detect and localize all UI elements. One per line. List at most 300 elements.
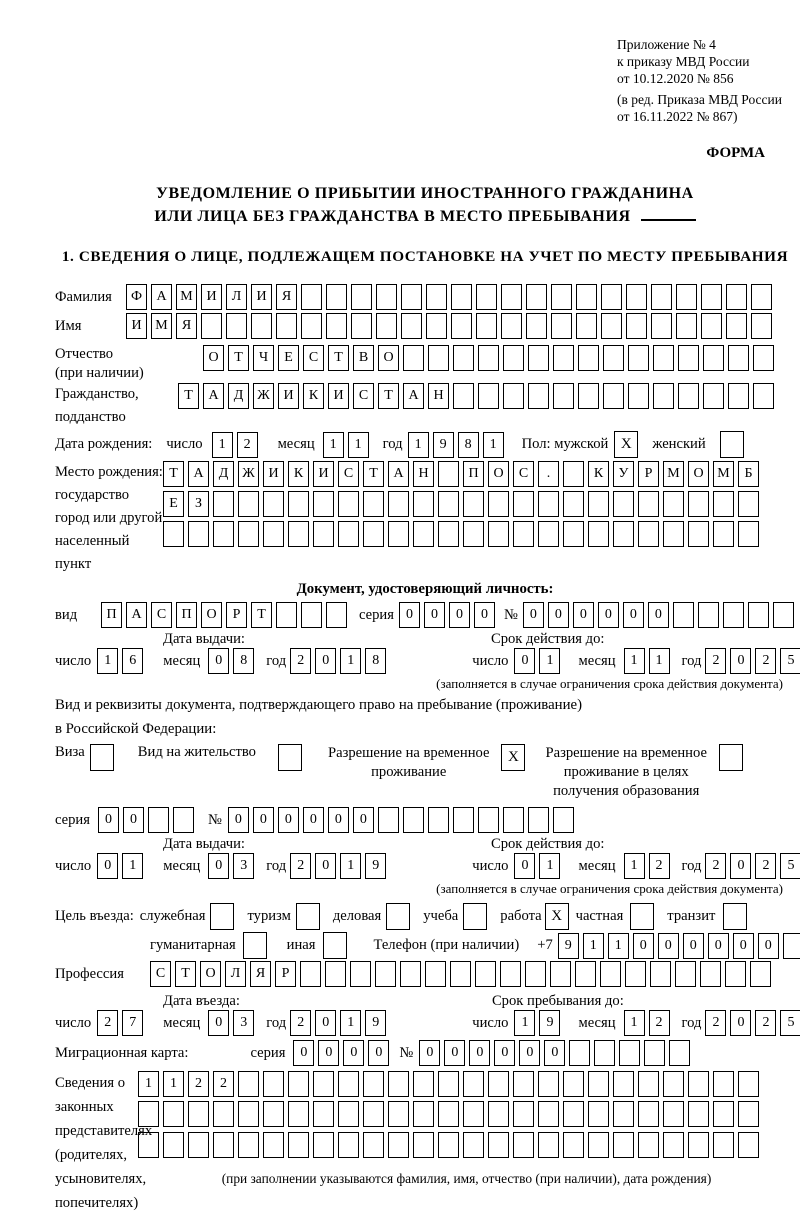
char-cell[interactable]: 0 [548,602,569,628]
char-cell[interactable] [313,521,334,547]
char-cell[interactable]: 0 [730,648,751,674]
char-cell[interactable]: 5 [780,648,800,674]
char-cell[interactable] [638,1071,659,1097]
char-cell[interactable]: 0 [424,602,445,628]
temp-residence-edu-checkbox[interactable] [719,744,747,771]
char-cell[interactable] [313,491,334,517]
char-cell[interactable] [663,1101,684,1127]
char-cell[interactable] [188,521,209,547]
char-cell[interactable] [578,383,599,409]
char-cell[interactable] [401,313,422,339]
char-cell[interactable]: 0 [494,1040,515,1066]
char-cell[interactable] [726,284,747,310]
char-cell[interactable] [528,383,549,409]
char-cell[interactable]: 8 [233,648,254,674]
char-cell[interactable] [528,345,549,371]
migration-series-cells[interactable] [293,1040,393,1066]
char-cell[interactable] [653,345,674,371]
char-cell[interactable]: 0 [343,1040,364,1066]
char-cell[interactable]: Я [176,313,197,339]
char-cell[interactable]: 1 [483,432,504,458]
char-cell[interactable]: Д [228,383,249,409]
char-cell[interactable]: 0 [315,648,336,674]
doc-kind-cells[interactable] [101,602,351,628]
char-cell[interactable]: Р [275,961,296,987]
char-cell[interactable]: 0 [399,602,420,628]
char-cell[interactable] [726,313,747,339]
birth-month-cells[interactable] [323,432,373,458]
char-cell[interactable] [675,961,696,987]
char-cell[interactable] [501,284,522,310]
char-cell[interactable] [553,383,574,409]
char-cell[interactable]: 1 [97,648,118,674]
char-cell[interactable] [513,1101,534,1127]
char-cell[interactable]: А [188,461,209,487]
char-cell[interactable] [475,961,496,987]
char-cell[interactable]: 0 [514,648,535,674]
char-cell[interactable] [753,345,774,371]
char-cell[interactable]: 1 [340,648,361,674]
char-cell[interactable]: 2 [649,1010,670,1036]
doc-valid-month-cells[interactable] [624,648,674,674]
checkbox-cell[interactable]: X [501,744,525,771]
char-cell[interactable]: К [303,383,324,409]
char-cell[interactable]: 0 [623,602,644,628]
char-cell[interactable]: Т [363,461,384,487]
char-cell[interactable] [326,602,347,628]
char-cell[interactable] [563,1132,584,1158]
char-cell[interactable]: 0 [523,602,544,628]
birthplace-cells-row1[interactable] [163,461,763,487]
char-cell[interactable] [603,383,624,409]
char-cell[interactable] [553,807,574,833]
char-cell[interactable] [338,1132,359,1158]
char-cell[interactable] [663,521,684,547]
char-cell[interactable]: 9 [365,1010,386,1036]
char-cell[interactable]: 2 [97,1010,118,1036]
birthplace-cells-row2[interactable] [163,491,763,517]
char-cell[interactable] [438,461,459,487]
char-cell[interactable]: 0 [253,807,274,833]
char-cell[interactable] [538,1132,559,1158]
checkbox-cell[interactable] [278,744,302,771]
purpose-study-checkbox[interactable] [463,903,491,930]
char-cell[interactable] [550,961,571,987]
char-cell[interactable]: 1 [138,1071,159,1097]
char-cell[interactable] [578,345,599,371]
char-cell[interactable] [388,1071,409,1097]
sex-female-checkbox[interactable] [720,431,748,458]
char-cell[interactable]: 0 [208,1010,229,1036]
char-cell[interactable] [403,807,424,833]
char-cell[interactable] [138,1101,159,1127]
char-cell[interactable] [238,491,259,517]
char-cell[interactable] [263,1071,284,1097]
char-cell[interactable] [376,313,397,339]
char-cell[interactable] [413,1101,434,1127]
char-cell[interactable] [438,491,459,517]
char-cell[interactable] [663,1132,684,1158]
char-cell[interactable] [338,521,359,547]
char-cell[interactable] [538,521,559,547]
char-cell[interactable]: 0 [514,853,535,879]
permit-series-cells[interactable] [98,807,198,833]
char-cell[interactable] [594,1040,615,1066]
char-cell[interactable] [401,284,422,310]
char-cell[interactable]: 1 [122,853,143,879]
title-blank-underline[interactable] [641,207,696,221]
char-cell[interactable] [698,602,719,628]
char-cell[interactable]: 0 [658,933,679,959]
char-cell[interactable]: 0 [293,1040,314,1066]
char-cell[interactable] [238,1132,259,1158]
permit-valid-year-cells[interactable] [705,853,800,879]
char-cell[interactable]: 1 [608,933,629,959]
char-cell[interactable] [376,284,397,310]
surname-cells[interactable] [126,284,776,310]
char-cell[interactable]: 1 [539,853,560,879]
char-cell[interactable] [613,491,634,517]
char-cell[interactable] [453,345,474,371]
char-cell[interactable] [388,1101,409,1127]
checkbox-cell[interactable] [323,932,347,959]
purpose-humanitarian-checkbox[interactable] [243,932,271,959]
char-cell[interactable]: 0 [303,807,324,833]
char-cell[interactable] [575,961,596,987]
char-cell[interactable] [251,313,272,339]
char-cell[interactable] [438,1132,459,1158]
char-cell[interactable] [338,491,359,517]
char-cell[interactable]: Т [228,345,249,371]
char-cell[interactable] [326,284,347,310]
patronymic-cells[interactable] [203,345,778,371]
char-cell[interactable]: 2 [290,648,311,674]
char-cell[interactable]: В [353,345,374,371]
char-cell[interactable] [773,602,794,628]
char-cell[interactable] [713,521,734,547]
stay-year-cells[interactable] [705,1010,800,1036]
char-cell[interactable]: Н [428,383,449,409]
char-cell[interactable] [601,284,622,310]
char-cell[interactable]: 0 [98,807,119,833]
char-cell[interactable] [738,491,759,517]
char-cell[interactable]: 0 [353,807,374,833]
char-cell[interactable]: П [463,461,484,487]
char-cell[interactable]: О [203,345,224,371]
char-cell[interactable]: 9 [365,853,386,879]
char-cell[interactable]: Т [251,602,272,628]
char-cell[interactable] [288,1071,309,1097]
char-cell[interactable]: С [150,961,171,987]
char-cell[interactable] [713,1071,734,1097]
char-cell[interactable] [576,284,597,310]
profession-cells[interactable] [150,961,775,987]
char-cell[interactable] [413,1132,434,1158]
char-cell[interactable] [538,491,559,517]
char-cell[interactable] [653,383,674,409]
name-cells[interactable] [126,313,776,339]
stay-month-cells[interactable] [624,1010,674,1036]
char-cell[interactable] [313,1101,334,1127]
char-cell[interactable]: О [488,461,509,487]
char-cell[interactable] [563,1071,584,1097]
char-cell[interactable] [728,383,749,409]
char-cell[interactable]: 0 [444,1040,465,1066]
checkbox-cell[interactable]: X [545,903,569,930]
char-cell[interactable] [438,1071,459,1097]
char-cell[interactable] [438,1101,459,1127]
char-cell[interactable]: 3 [233,853,254,879]
char-cell[interactable]: Т [328,345,349,371]
char-cell[interactable] [413,491,434,517]
entry-day-cells[interactable] [97,1010,147,1036]
char-cell[interactable] [753,383,774,409]
char-cell[interactable] [638,491,659,517]
char-cell[interactable]: К [288,461,309,487]
char-cell[interactable]: 2 [649,853,670,879]
char-cell[interactable]: З [188,491,209,517]
doc-number-cells[interactable] [523,602,798,628]
char-cell[interactable]: Н [413,461,434,487]
char-cell[interactable] [628,383,649,409]
char-cell[interactable]: 2 [705,648,726,674]
char-cell[interactable] [263,491,284,517]
char-cell[interactable] [525,961,546,987]
char-cell[interactable]: 2 [237,432,258,458]
char-cell[interactable] [313,1132,334,1158]
char-cell[interactable]: 0 [469,1040,490,1066]
char-cell[interactable] [751,313,772,339]
char-cell[interactable] [478,345,499,371]
citizenship-cells[interactable] [178,383,778,409]
char-cell[interactable] [513,491,534,517]
char-cell[interactable] [488,521,509,547]
char-cell[interactable] [738,521,759,547]
char-cell[interactable] [488,1132,509,1158]
char-cell[interactable] [148,807,169,833]
char-cell[interactable]: И [278,383,299,409]
char-cell[interactable] [325,961,346,987]
char-cell[interactable]: Т [178,383,199,409]
char-cell[interactable] [463,491,484,517]
char-cell[interactable] [213,1101,234,1127]
char-cell[interactable] [503,807,524,833]
char-cell[interactable] [513,1132,534,1158]
checkbox-cell[interactable] [630,903,654,930]
char-cell[interactable] [388,521,409,547]
char-cell[interactable] [588,1132,609,1158]
char-cell[interactable]: Л [226,284,247,310]
char-cell[interactable] [738,1101,759,1127]
char-cell[interactable] [563,461,584,487]
char-cell[interactable] [576,313,597,339]
char-cell[interactable] [428,807,449,833]
char-cell[interactable]: О [688,461,709,487]
char-cell[interactable]: А [403,383,424,409]
char-cell[interactable] [728,345,749,371]
char-cell[interactable] [426,284,447,310]
char-cell[interactable] [750,961,771,987]
char-cell[interactable] [551,313,572,339]
char-cell[interactable]: О [200,961,221,987]
purpose-work-checkbox[interactable] [545,903,573,930]
char-cell[interactable] [738,1132,759,1158]
permit-issue-month-cells[interactable] [208,853,258,879]
char-cell[interactable]: 5 [780,853,800,879]
char-cell[interactable] [725,961,746,987]
char-cell[interactable] [276,313,297,339]
doc-issue-month-cells[interactable] [208,648,258,674]
char-cell[interactable]: 9 [539,1010,560,1036]
char-cell[interactable]: 0 [228,807,249,833]
char-cell[interactable] [238,521,259,547]
char-cell[interactable]: 0 [318,1040,339,1066]
char-cell[interactable]: 1 [340,1010,361,1036]
char-cell[interactable] [688,521,709,547]
permit-valid-day-cells[interactable] [514,853,564,879]
char-cell[interactable]: 8 [365,648,386,674]
char-cell[interactable] [301,313,322,339]
char-cell[interactable] [678,345,699,371]
char-cell[interactable] [138,1132,159,1158]
char-cell[interactable]: М [663,461,684,487]
phone-cells[interactable] [558,933,800,959]
char-cell[interactable]: Ж [253,383,274,409]
char-cell[interactable] [213,1132,234,1158]
char-cell[interactable]: 8 [458,432,479,458]
char-cell[interactable]: 1 [514,1010,535,1036]
char-cell[interactable]: Р [638,461,659,487]
char-cell[interactable]: К [588,461,609,487]
char-cell[interactable] [403,345,424,371]
char-cell[interactable] [426,313,447,339]
char-cell[interactable]: 2 [755,1010,776,1036]
char-cell[interactable] [301,284,322,310]
doc-series-cells[interactable] [399,602,499,628]
char-cell[interactable] [503,383,524,409]
temp-residence-checkbox[interactable] [501,744,529,771]
checkbox-cell[interactable] [210,903,234,930]
char-cell[interactable]: 2 [290,1010,311,1036]
char-cell[interactable]: П [176,602,197,628]
char-cell[interactable]: Б [738,461,759,487]
char-cell[interactable] [213,521,234,547]
char-cell[interactable] [338,1071,359,1097]
char-cell[interactable]: 0 [315,1010,336,1036]
purpose-other-checkbox[interactable] [323,932,351,959]
char-cell[interactable] [400,961,421,987]
char-cell[interactable] [500,961,521,987]
char-cell[interactable]: Л [225,961,246,987]
char-cell[interactable] [326,313,347,339]
char-cell[interactable] [701,313,722,339]
char-cell[interactable] [588,521,609,547]
doc-valid-year-cells[interactable] [705,648,800,674]
char-cell[interactable]: 2 [705,1010,726,1036]
char-cell[interactable]: Я [250,961,271,987]
char-cell[interactable]: А [388,461,409,487]
char-cell[interactable]: 0 [208,648,229,674]
char-cell[interactable]: 2 [755,648,776,674]
char-cell[interactable]: Р [226,602,247,628]
char-cell[interactable]: А [203,383,224,409]
char-cell[interactable]: Т [175,961,196,987]
char-cell[interactable] [650,961,671,987]
char-cell[interactable] [188,1101,209,1127]
char-cell[interactable] [676,284,697,310]
char-cell[interactable] [488,491,509,517]
char-cell[interactable] [626,284,647,310]
char-cell[interactable] [651,284,672,310]
char-cell[interactable] [451,284,472,310]
char-cell[interactable] [213,491,234,517]
char-cell[interactable]: М [713,461,734,487]
char-cell[interactable]: 1 [323,432,344,458]
char-cell[interactable] [163,521,184,547]
char-cell[interactable]: 2 [290,853,311,879]
doc-valid-day-cells[interactable] [514,648,564,674]
char-cell[interactable] [338,1101,359,1127]
char-cell[interactable]: 1 [163,1071,184,1097]
char-cell[interactable] [488,1071,509,1097]
migration-number-cells[interactable] [419,1040,694,1066]
char-cell[interactable] [613,1071,634,1097]
char-cell[interactable]: 0 [123,807,144,833]
char-cell[interactable]: 0 [573,602,594,628]
char-cell[interactable]: О [378,345,399,371]
char-cell[interactable] [603,345,624,371]
char-cell[interactable]: 9 [433,432,454,458]
char-cell[interactable]: Т [163,461,184,487]
char-cell[interactable]: И [126,313,147,339]
permit-number-cells[interactable] [228,807,578,833]
char-cell[interactable]: И [313,461,334,487]
birth-year-cells[interactable] [408,432,508,458]
char-cell[interactable] [226,313,247,339]
char-cell[interactable] [783,933,800,959]
purpose-business-checkbox[interactable] [386,903,414,930]
char-cell[interactable]: 0 [97,853,118,879]
char-cell[interactable] [638,1132,659,1158]
char-cell[interactable] [738,1071,759,1097]
char-cell[interactable]: 0 [328,807,349,833]
char-cell[interactable] [569,1040,590,1066]
char-cell[interactable] [688,1101,709,1127]
char-cell[interactable] [288,491,309,517]
char-cell[interactable]: С [151,602,172,628]
char-cell[interactable]: 1 [212,432,233,458]
char-cell[interactable]: . [538,461,559,487]
char-cell[interactable] [723,602,744,628]
stay-day-cells[interactable] [514,1010,564,1036]
char-cell[interactable] [476,313,497,339]
char-cell[interactable] [501,313,522,339]
char-cell[interactable] [663,491,684,517]
char-cell[interactable]: 1 [624,1010,645,1036]
char-cell[interactable]: 1 [408,432,429,458]
char-cell[interactable]: А [151,284,172,310]
char-cell[interactable] [238,1071,259,1097]
char-cell[interactable] [538,1071,559,1097]
char-cell[interactable] [413,521,434,547]
char-cell[interactable] [425,961,446,987]
char-cell[interactable] [451,313,472,339]
char-cell[interactable] [263,1101,284,1127]
char-cell[interactable] [673,602,694,628]
char-cell[interactable]: Я [276,284,297,310]
char-cell[interactable] [526,284,547,310]
char-cell[interactable] [313,1071,334,1097]
